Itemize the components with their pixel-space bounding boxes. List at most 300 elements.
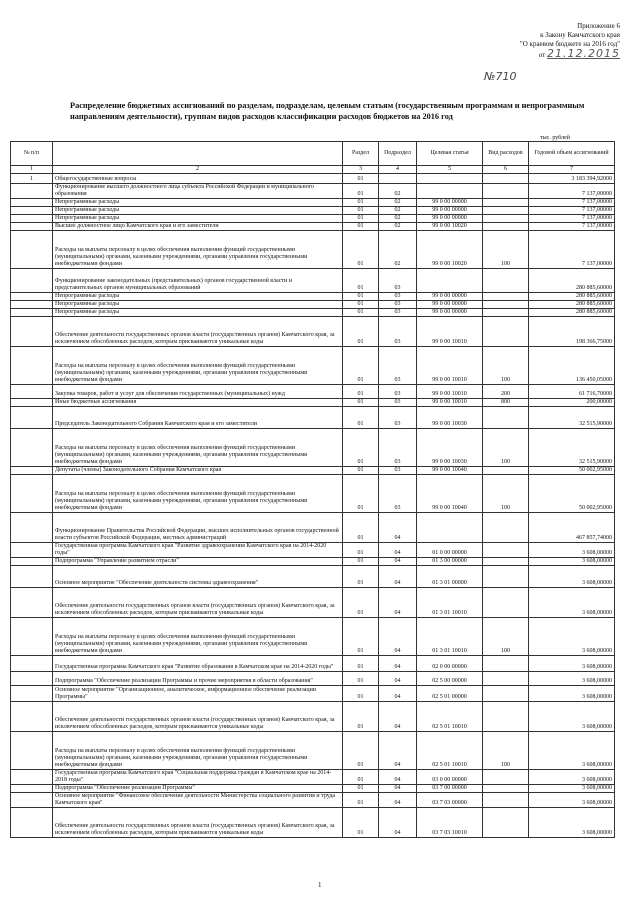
row-section: 01	[343, 215, 379, 223]
row-number	[11, 558, 53, 566]
row-name: Иные бюджетные ассигнования	[53, 399, 343, 407]
row-number	[11, 199, 53, 207]
row-name: Непрограммные расходы	[53, 301, 343, 309]
row-section: 01	[343, 513, 379, 543]
row-expense	[483, 558, 529, 566]
row-subsection: 02	[379, 223, 417, 231]
row-target: 03 7 00 00000	[417, 785, 483, 793]
page-number: 1	[318, 881, 322, 889]
row-expense	[483, 785, 529, 793]
row-target: 02 5 01 00000	[417, 686, 483, 702]
row-number	[11, 808, 53, 838]
table-row	[11, 317, 615, 347]
row-subsection: 03	[379, 429, 417, 467]
row-name: Подпрограмма "Управление развитием отрасли"	[53, 558, 343, 566]
table-row	[11, 269, 615, 293]
row-subsection: 03	[379, 317, 417, 347]
row-subsection: 03	[379, 269, 417, 293]
row-subsection: 02	[379, 215, 417, 223]
row-amount: 3 608,00000	[529, 785, 615, 793]
budget-table	[10, 141, 615, 838]
row-number	[11, 215, 53, 223]
row-section: 01	[343, 467, 379, 475]
row-expense	[483, 672, 529, 686]
table-row	[11, 385, 615, 399]
row-amount: 280 885,60000	[529, 269, 615, 293]
table-row	[11, 566, 615, 588]
row-number	[11, 317, 53, 347]
row-target: 03 7 03 10010	[417, 808, 483, 838]
row-section: 01	[343, 732, 379, 770]
table-row	[11, 347, 615, 385]
row-number	[11, 231, 53, 269]
row-number	[11, 618, 53, 656]
row-name: Функционирование Правительства Российской Федерации, высших исполнительных органов государственной власти субъектов Российской Федерации, местных администраций	[53, 513, 343, 543]
row-name: Обеспечение деятельности государственных органов власти (государственных органов) Камчатского края, за исключением обособленных расходов, которым присваиваются уникальные коды	[53, 808, 343, 838]
row-section: 01	[343, 618, 379, 656]
row-name: Обеспечение деятельности государственных органов власти (государственных органов) Камчатского края, за исключением обособленных расходов, которым присваиваются уникальные коды	[53, 588, 343, 618]
row-expense	[483, 793, 529, 808]
row-name: Подпрограмма "Обеспечение реализации Программы"	[53, 785, 343, 793]
row-subsection	[379, 174, 417, 184]
row-name: Государственная программа Камчатского края "Развитие здравоохранения Камчатского края на 2014-2020 годы"	[53, 543, 343, 558]
row-name: Расходы на выплаты персоналу в целях обеспечения выполнения функций государственными (муниципальными) органами, казенными учреждениями, органами управления государственными внебюджетными фондами	[53, 732, 343, 770]
row-target: 99 0 00 10010	[417, 385, 483, 399]
row-number	[11, 184, 53, 199]
row-number	[11, 672, 53, 686]
row-target: 99 0 00 00000	[417, 199, 483, 207]
row-subsection: 02	[379, 199, 417, 207]
row-number	[11, 207, 53, 215]
row-number	[11, 732, 53, 770]
row-number	[11, 566, 53, 588]
appendix-header	[470, 22, 620, 60]
row-number	[11, 347, 53, 385]
row-name: Общегосударственные вопросы	[53, 174, 343, 184]
row-expense: 800	[483, 399, 529, 407]
row-expense	[483, 770, 529, 785]
row-section: 01	[343, 317, 379, 347]
table-row	[11, 543, 615, 558]
table-row	[11, 207, 615, 215]
row-section: 01	[343, 566, 379, 588]
row-section: 01	[343, 269, 379, 293]
row-amount: 32 515,90000	[529, 429, 615, 467]
row-amount: 3 608,00000	[529, 672, 615, 686]
row-subsection: 04	[379, 793, 417, 808]
row-section: 01	[343, 793, 379, 808]
row-amount: 7 137,00000	[529, 223, 615, 231]
row-expense	[483, 174, 529, 184]
row-target: 99 0 00 10010	[417, 317, 483, 347]
row-subsection: 04	[379, 785, 417, 793]
row-expense	[483, 543, 529, 558]
row-section: 01	[343, 686, 379, 702]
row-expense	[483, 513, 529, 543]
table-row	[11, 656, 615, 672]
row-name: Непрограммные расходы	[53, 293, 343, 301]
row-section: 01	[343, 347, 379, 385]
row-name: Председатель Законодательного Собрания Камчатского края и его заместители	[53, 407, 343, 429]
row-section: 01	[343, 301, 379, 309]
row-subsection: 04	[379, 686, 417, 702]
row-subsection: 04	[379, 702, 417, 732]
row-name: Подпрограмма "Обеспечение реализации Программы и прочие мероприятия в области образования"	[53, 672, 343, 686]
row-section: 01	[343, 770, 379, 785]
table-row	[11, 199, 615, 207]
row-expense	[483, 301, 529, 309]
row-section: 01	[343, 702, 379, 732]
row-name: Расходы на выплаты персоналу в целях обеспечения выполнения функций государственными (муниципальными) органами, казенными учреждениями, органами управления государственными внебюджетными фондами	[53, 429, 343, 467]
row-target: 99 0 00 10040	[417, 475, 483, 513]
row-target: 02 5 01 10010	[417, 732, 483, 770]
col-amount: Годовой объем ассигнований	[529, 142, 615, 166]
row-target: 01 3 01 10010	[417, 588, 483, 618]
row-expense	[483, 223, 529, 231]
row-amount: 3 608,00000	[529, 656, 615, 672]
row-number	[11, 770, 53, 785]
row-name: Основное мероприятие "Финансовое обеспечение деятельности Министерства социального развития и труда Камчатского края"	[53, 793, 343, 808]
row-expense	[483, 407, 529, 429]
row-expense	[483, 207, 529, 215]
row-subsection: 03	[379, 475, 417, 513]
row-number	[11, 475, 53, 513]
row-expense	[483, 702, 529, 732]
table-row	[11, 184, 615, 199]
row-subsection: 04	[379, 513, 417, 543]
col-target: Целевая статья	[417, 142, 483, 166]
row-subsection: 03	[379, 347, 417, 385]
row-subsection: 03	[379, 293, 417, 301]
row-number	[11, 309, 53, 317]
row-section: 01	[343, 293, 379, 301]
row-target: 99 0 00 10040	[417, 467, 483, 475]
appendix-law-name: "О краевом бюджете на 2016 год"	[519, 40, 620, 48]
row-expense	[483, 467, 529, 475]
row-subsection: 03	[379, 467, 417, 475]
row-target: 99 0 00 10020	[417, 231, 483, 269]
date-prefix: от	[538, 51, 546, 59]
row-amount: 50 002,95000	[529, 475, 615, 513]
row-subsection: 04	[379, 656, 417, 672]
row-subsection: 02	[379, 231, 417, 269]
row-expense: 100	[483, 231, 529, 269]
row-target: 99 0 00 10020	[417, 223, 483, 231]
header-numbers-row	[11, 166, 615, 174]
row-number	[11, 793, 53, 808]
table-row	[11, 558, 615, 566]
row-name: Основное мероприятие "Обеспечение деятельности системы здравоохранения"	[53, 566, 343, 588]
row-name: Обеспечение деятельности государственных органов власти (государственных органов) Камчатского края, за исключением обособленных расходов, которым присваиваются уникальные коды	[53, 317, 343, 347]
document-title: Распределение бюджетных ассигнований по разделам, подразделам, целевым статьям (государственным программам и непрограммным направлениям деятельности), группам видов расходов классификации расходов бюджетов на 2016 год	[70, 101, 585, 121]
col-num-7: 7	[529, 166, 615, 174]
table-row	[11, 301, 615, 309]
row-subsection: 04	[379, 732, 417, 770]
table-row	[11, 785, 615, 793]
row-target: 99 0 00 00000	[417, 309, 483, 317]
row-expense	[483, 686, 529, 702]
table-row	[11, 429, 615, 467]
row-subsection: 04	[379, 672, 417, 686]
row-subsection: 03	[379, 407, 417, 429]
table-row	[11, 618, 615, 656]
row-target: 01 3 01 00000	[417, 566, 483, 588]
row-target: 02 5 00 00000	[417, 672, 483, 686]
col-section: Раздел	[343, 142, 379, 166]
table-row	[11, 309, 615, 317]
col-num-3: 3	[343, 166, 379, 174]
row-name: Непрограммные расходы	[53, 207, 343, 215]
row-amount: 3 183 394,92000	[529, 174, 615, 184]
row-section: 01	[343, 223, 379, 231]
row-amount: 7 137,00000	[529, 231, 615, 269]
row-expense: 100	[483, 618, 529, 656]
table-row	[11, 467, 615, 475]
row-number	[11, 702, 53, 732]
row-name: Расходы на выплаты персоналу в целях обеспечения выполнения функций государственными (муниципальными) органами, казенными учреждениями, органами управления государственными внебюджетными фондами	[53, 618, 343, 656]
row-expense	[483, 656, 529, 672]
row-subsection: 04	[379, 808, 417, 838]
row-target: 02 5 01 10010	[417, 702, 483, 732]
row-amount: 3 608,00000	[529, 808, 615, 838]
table-row	[11, 215, 615, 223]
row-number	[11, 301, 53, 309]
table-row	[11, 513, 615, 543]
row-expense	[483, 293, 529, 301]
row-name: Закупка товаров, работ и услуг для обеспечения государственных (муниципальных) нужд	[53, 385, 343, 399]
row-target: 03 7 03 00000	[417, 793, 483, 808]
row-name: Расходы на выплаты персоналу в целях обеспечения выполнения функций государственными (муниципальными) органами, казенными учреждениями, органами управления государственными внебюджетными фондами	[53, 231, 343, 269]
row-expense	[483, 588, 529, 618]
row-subsection: 03	[379, 309, 417, 317]
col-num-5: 5	[417, 166, 483, 174]
row-amount: 32 515,90000	[529, 407, 615, 429]
row-amount: 7 137,00000	[529, 215, 615, 223]
row-amount: 467 857,74000	[529, 513, 615, 543]
row-expense: 100	[483, 429, 529, 467]
row-subsection: 03	[379, 399, 417, 407]
row-amount: 3 608,00000	[529, 793, 615, 808]
row-section: 01	[343, 174, 379, 184]
row-amount: 50 002,95000	[529, 467, 615, 475]
row-section: 01	[343, 385, 379, 399]
row-name: Непрограммные расходы	[53, 199, 343, 207]
row-amount: 3 608,00000	[529, 732, 615, 770]
row-target: 99 0 00 00000	[417, 215, 483, 223]
row-number	[11, 429, 53, 467]
row-amount: 7 137,00000	[529, 207, 615, 215]
row-expense	[483, 317, 529, 347]
row-section: 01	[343, 656, 379, 672]
row-target	[417, 174, 483, 184]
table-row	[11, 808, 615, 838]
row-subsection: 02	[379, 207, 417, 215]
row-amount: 3 608,00000	[529, 566, 615, 588]
units-label: тыс. рублей	[540, 135, 570, 141]
row-expense	[483, 808, 529, 838]
row-subsection: 04	[379, 558, 417, 566]
col-num-2: 2	[53, 166, 343, 174]
row-target: 99 0 00 10010	[417, 399, 483, 407]
row-target	[417, 513, 483, 543]
row-section: 01	[343, 475, 379, 513]
table-row	[11, 407, 615, 429]
row-name: Высшее должностное лицо Камчатского края и его заместители	[53, 223, 343, 231]
row-name: Расходы на выплаты персоналу в целях обеспечения выполнения функций государственными (муниципальными) органами, казенными учреждениями, органами управления государственными внебюджетными фондами	[53, 347, 343, 385]
row-number	[11, 588, 53, 618]
row-amount: 136 450,05000	[529, 347, 615, 385]
table-row	[11, 686, 615, 702]
row-expense	[483, 309, 529, 317]
row-expense: 100	[483, 732, 529, 770]
row-amount: 61 716,70000	[529, 385, 615, 399]
row-expense	[483, 199, 529, 207]
row-subsection: 03	[379, 385, 417, 399]
row-amount: 7 137,00000	[529, 199, 615, 207]
row-target: 99 0 00 10030	[417, 407, 483, 429]
row-target: 99 0 00 00000	[417, 207, 483, 215]
table-row	[11, 702, 615, 732]
row-subsection: 04	[379, 543, 417, 558]
row-target: 99 0 00 10030	[417, 429, 483, 467]
col-expense: Вид расходов	[483, 142, 529, 166]
row-section: 01	[343, 672, 379, 686]
row-number	[11, 407, 53, 429]
row-amount: 198 366,75000	[529, 317, 615, 347]
row-target: 99 0 00 10010	[417, 347, 483, 385]
table-row	[11, 293, 615, 301]
appendix-label: Приложение 6	[577, 22, 620, 30]
col-name	[53, 142, 343, 166]
row-subsection: 04	[379, 618, 417, 656]
row-name: Функционирование высшего должностного лица субъекта Российской Федерации и муниципального образования	[53, 184, 343, 199]
row-expense: 100	[483, 347, 529, 385]
row-target: 01 3 00 00000	[417, 558, 483, 566]
row-subsection: 03	[379, 301, 417, 309]
row-name: Обеспечение деятельности государственных органов власти (государственных органов) Камчатского края, за исключением обособленных расходов, которым присваиваются уникальные коды	[53, 702, 343, 732]
date-value: 21.12.2015	[547, 47, 620, 60]
row-number	[11, 223, 53, 231]
row-number	[11, 385, 53, 399]
table-row	[11, 399, 615, 407]
row-number	[11, 269, 53, 293]
row-target	[417, 184, 483, 199]
row-section: 01	[343, 543, 379, 558]
row-section: 01	[343, 588, 379, 618]
row-section: 01	[343, 399, 379, 407]
row-section: 01	[343, 808, 379, 838]
row-target: 01 0 00 00000	[417, 543, 483, 558]
row-number	[11, 785, 53, 793]
row-section: 01	[343, 785, 379, 793]
row-amount: 280 885,60000	[529, 301, 615, 309]
row-expense: 200	[483, 385, 529, 399]
row-name: Государственная программа Камчатского края "Социальная поддержка граждан в Камчатском крае на 2014-2018 годы"	[53, 770, 343, 785]
row-amount: 3 608,00000	[529, 702, 615, 732]
row-expense	[483, 184, 529, 199]
table-row	[11, 174, 615, 184]
row-target: 99 0 00 00000	[417, 301, 483, 309]
row-amount: 280 885,60000	[529, 309, 615, 317]
row-section: 01	[343, 184, 379, 199]
row-number	[11, 293, 53, 301]
table-row	[11, 672, 615, 686]
table-row	[11, 732, 615, 770]
row-amount: 3 608,00000	[529, 770, 615, 785]
row-name: Основное мероприятие "Организационное, аналитическое, информационное обеспечение реализации Программы"	[53, 686, 343, 702]
row-subsection: 04	[379, 588, 417, 618]
row-number	[11, 467, 53, 475]
row-number	[11, 399, 53, 407]
document-number: №710	[484, 70, 517, 83]
row-name: Расходы на выплаты персоналу в целях обеспечения выполнения функций государственными (муниципальными) органами, казенными учреждениями, органами управления государственными внебюджетными фондами	[53, 475, 343, 513]
row-name: Непрограммные расходы	[53, 215, 343, 223]
row-name: Функционирование законодательных (представительных) органов государственной власти и представительных органов муниципальных образований	[53, 269, 343, 293]
col-subsection: Подраздел	[379, 142, 417, 166]
col-num-1: 1	[11, 166, 53, 174]
row-section: 01	[343, 558, 379, 566]
col-num-4: 4	[379, 166, 417, 174]
col-num-6: 6	[483, 166, 529, 174]
row-expense: 100	[483, 475, 529, 513]
row-section: 01	[343, 407, 379, 429]
row-number	[11, 513, 53, 543]
row-target: 01 3 01 10010	[417, 618, 483, 656]
row-amount: 3 608,00000	[529, 558, 615, 566]
row-subsection: 04	[379, 770, 417, 785]
row-amount: 3 608,00000	[529, 588, 615, 618]
table-row	[11, 770, 615, 785]
row-section: 01	[343, 309, 379, 317]
row-target: 99 0 00 00000	[417, 293, 483, 301]
row-amount: 3 608,00000	[529, 618, 615, 656]
row-section: 01	[343, 199, 379, 207]
row-expense	[483, 566, 529, 588]
row-number	[11, 656, 53, 672]
table-row	[11, 231, 615, 269]
row-section: 01	[343, 207, 379, 215]
row-section: 01	[343, 231, 379, 269]
appendix-date	[470, 49, 620, 60]
row-expense	[483, 269, 529, 293]
row-target: 03 0 00 00000	[417, 770, 483, 785]
row-target: 02 0 00 00000	[417, 656, 483, 672]
row-target	[417, 269, 483, 293]
col-no: № п/п	[11, 142, 53, 166]
row-number	[11, 686, 53, 702]
table-row	[11, 223, 615, 231]
row-name: Непрограммные расходы	[53, 309, 343, 317]
row-expense	[483, 215, 529, 223]
row-subsection: 04	[379, 566, 417, 588]
table-row	[11, 588, 615, 618]
row-section: 01	[343, 429, 379, 467]
row-subsection: 02	[379, 184, 417, 199]
row-number: 1	[11, 174, 53, 184]
table-row	[11, 793, 615, 808]
row-number	[11, 543, 53, 558]
appendix-law: к Закону Камчатского края	[540, 31, 620, 39]
row-amount: 200,00000	[529, 399, 615, 407]
header-row	[11, 142, 615, 166]
row-amount: 7 137,00000	[529, 184, 615, 199]
table-row	[11, 475, 615, 513]
row-amount: 3 608,00000	[529, 543, 615, 558]
row-amount: 280 885,60000	[529, 293, 615, 301]
row-name: Депутаты (члены) Законодательного Собрания Камчатского края	[53, 467, 343, 475]
row-amount: 3 608,00000	[529, 686, 615, 702]
row-name: Государственная программа Камчатского края "Развитие образования в Камчатском крае на 2014-2020 годы"	[53, 656, 343, 672]
